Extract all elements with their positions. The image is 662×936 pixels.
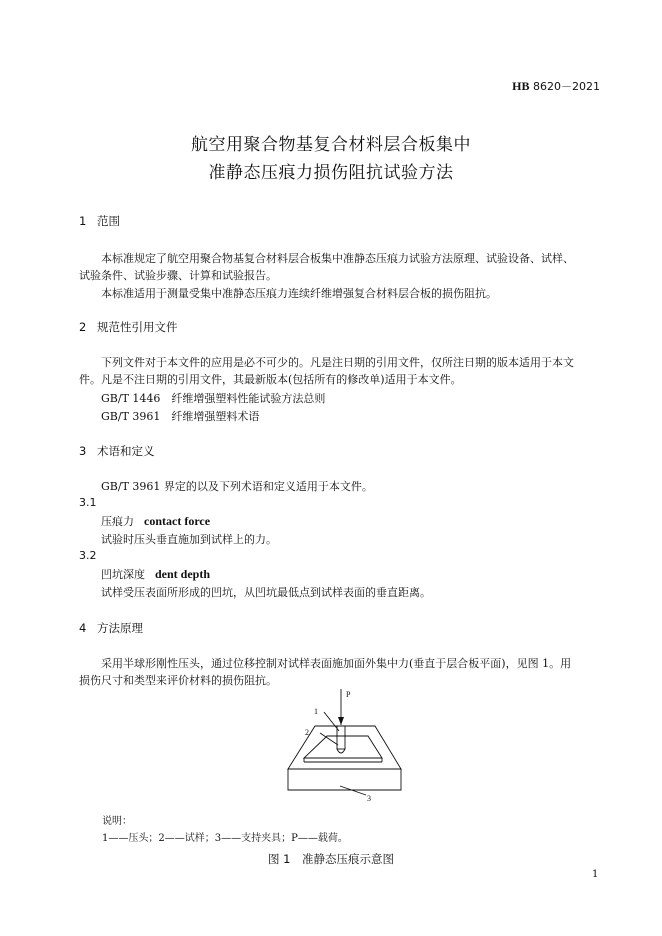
term-3-2-definition: 试样受压表面所形成的凹坑，从凹坑最低点到试样表面的垂直距离。 bbox=[101, 586, 431, 599]
section-2-heading: 2 规范性引用文件 bbox=[79, 320, 178, 334]
term-3-1-number: 3.1 bbox=[79, 496, 97, 509]
section-4-para-line-2: 损伤尺寸和类型来评价材料的损伤阻抗。 bbox=[79, 674, 277, 687]
label-load: P bbox=[346, 690, 351, 699]
term-3-1-definition: 试验时压头垂直施加到试样上的力。 bbox=[101, 533, 277, 546]
title-line-1: 航空用聚合物基复合材料层合板集中 bbox=[191, 135, 471, 155]
figure-legend-title: 说明： bbox=[102, 816, 132, 827]
section-1-para-1-line-2: 试验条件、试验步骤、计算和试验报告。 bbox=[79, 269, 277, 282]
term-3-2-name: 凹坑深度 dent depth bbox=[101, 567, 211, 581]
reference-gbt-3961: GB/T 3961 纤维增强塑料术语 bbox=[101, 410, 260, 423]
reference-gbt-1446: GB/T 1446 纤维增强塑料性能试验方法总则 bbox=[101, 392, 326, 405]
page-number: 1 bbox=[592, 869, 599, 880]
section-1-para-1-line-1: 本标准规定了航空用聚合物基复合材料层合板集中准静态压痕力试验方法原理、试验设备、试样、 bbox=[101, 252, 574, 265]
figure-legend-items: 1——压头；2——试样；3——支持夹具；P——载荷。 bbox=[102, 833, 348, 844]
figure-caption: 图 1 准静态压痕示意图 bbox=[268, 852, 394, 866]
indentation-schematic-figure bbox=[280, 687, 410, 805]
section-1-heading: 1 范围 bbox=[79, 214, 120, 228]
section-4-para-line-1: 采用半球形刚性压头，通过位移控制对试样表面施加面外集中力(垂直于层合板平面)，见图 1。用 bbox=[101, 657, 572, 670]
term-3-2-number: 3.2 bbox=[79, 549, 97, 562]
section-2-para-line-1: 下列文件对于本文件的应用是必不可少的。凡是注日期的引用文件，仅所注日期的版本适用于本文 bbox=[101, 356, 574, 369]
section-4-heading: 4 方法原理 bbox=[79, 621, 143, 635]
document-code: HB 8620－2021 bbox=[512, 79, 600, 93]
section-3-intro: GB/T 3961 界定的以及下列术语和定义适用于本文件。 bbox=[101, 480, 373, 493]
section-2-para-line-2: 件。凡是不注日期的引用文件，其最新版本(包括所有的修改单)适用于本文件。 bbox=[79, 373, 462, 386]
section-1-para-2: 本标准适用于测量受集中准静态压痕力连续纤维增强复合材料层合板的损伤阻抗。 bbox=[101, 287, 497, 300]
section-3-heading: 3 术语和定义 bbox=[79, 444, 155, 458]
label-support: 3 bbox=[367, 794, 371, 803]
load-arrowhead bbox=[338, 717, 344, 725]
specimen-top bbox=[304, 736, 382, 758]
label-indenter: 1 bbox=[314, 707, 318, 716]
term-3-1-name: 压痕力 contact force bbox=[101, 514, 211, 528]
title-line-2: 准静态压痕力损伤阻抗试验方法 bbox=[208, 163, 454, 183]
support-fixture-front bbox=[288, 769, 401, 790]
indenter-tip bbox=[337, 749, 345, 753]
label-specimen: 2 bbox=[305, 728, 309, 737]
